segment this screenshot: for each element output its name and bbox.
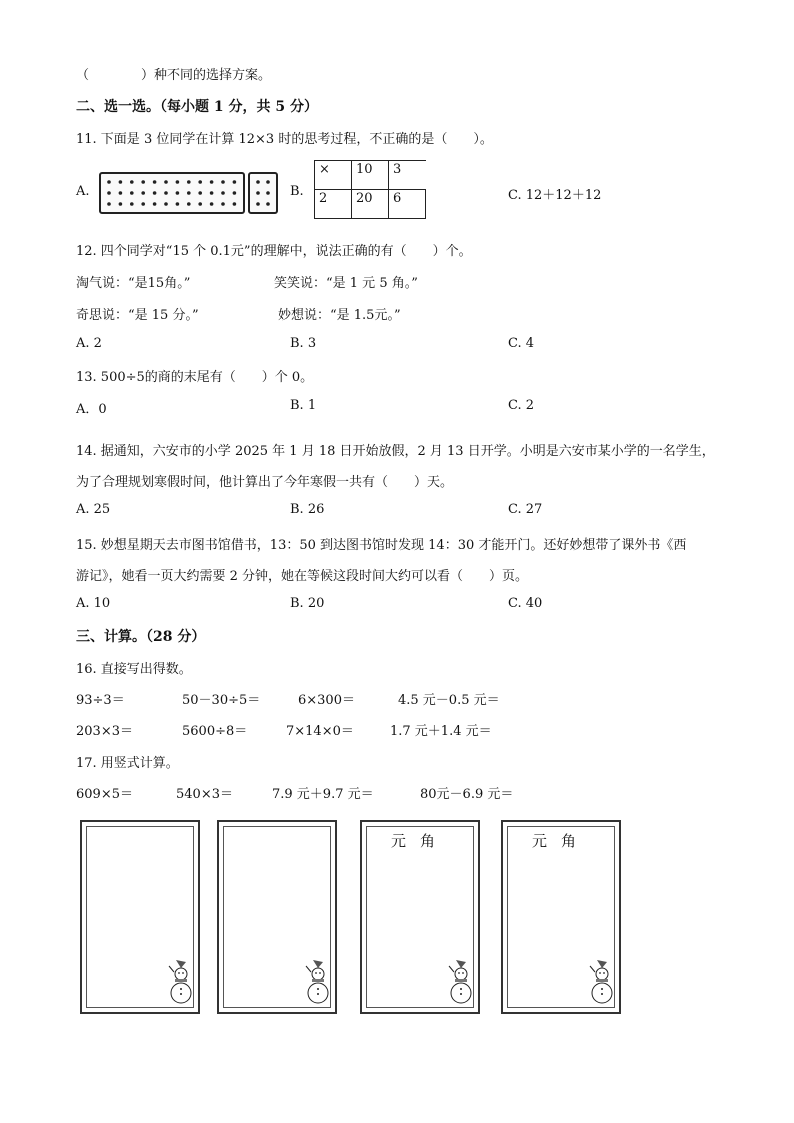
dot	[164, 202, 168, 206]
q14-line-1: 14. 据通知，六安市的小学 2025 年 1 月 18 日开始放假，2 月 13 日开学。小明是六安市某小学的一名学生，	[76, 444, 715, 459]
dot-array-12	[99, 172, 245, 214]
q12-statement-qisi: 奇思说：“是 15 分。”	[76, 308, 199, 323]
dot	[164, 191, 168, 195]
dot	[266, 180, 270, 184]
q15-option-b: B. 20	[290, 596, 325, 611]
dot	[221, 202, 225, 206]
q13-stem: 13. 500÷5的商的末尾有（ ）个 0。	[76, 370, 314, 385]
grid-row	[315, 161, 426, 190]
q16-item: 50－30÷5＝	[182, 693, 261, 708]
q17-item: 7.9 元＋9.7 元＝	[272, 787, 374, 802]
dot	[164, 180, 168, 184]
q12-option-c: C. 4	[508, 336, 535, 351]
grid-cell: 10	[352, 161, 389, 190]
q14-option-c: C. 27	[508, 502, 543, 517]
snowman-icon	[446, 958, 476, 1006]
dot	[107, 180, 111, 184]
q11-option-c: C. 12＋12＋12	[508, 188, 602, 203]
q15-line-2: 游记》，她看一页大约需要 2 分钟，她在等候这段时间大约可以看（ ）页。	[76, 569, 529, 584]
dot	[130, 191, 134, 195]
q14-line-2: 为了合理规划寒假时间，他计算出了今年寒假一共有（ ）天。	[76, 475, 454, 490]
q14-option-b: B. 26	[290, 502, 325, 517]
answer-frame[interactable]	[80, 820, 200, 1014]
grid-cell: 20	[352, 190, 389, 219]
dot	[233, 180, 237, 184]
grid-row	[315, 190, 426, 219]
q16-stem: 16. 直接写出得数。	[76, 662, 192, 677]
q16-item: 203×3＝	[76, 724, 133, 739]
yuan-jiao-header: 元角	[390, 832, 449, 850]
section-3-title: 三、计算。（28 分）	[76, 629, 206, 645]
answer-frame[interactable]	[217, 820, 337, 1014]
section-2-title: 二、选一选。（每小题 1 分，共 5 分）	[76, 99, 318, 115]
dot	[198, 180, 202, 184]
q17-item: 80元－6.9 元＝	[420, 787, 514, 802]
dot	[130, 180, 134, 184]
dot	[176, 191, 180, 195]
yuan-jiao-header: 元角	[531, 832, 590, 850]
q12-option-b: B. 3	[290, 336, 317, 351]
q12-option-a: A. 2	[76, 336, 102, 351]
answer-frame-with-header[interactable]	[501, 820, 621, 1014]
q17-item: 540×3＝	[176, 787, 233, 802]
q13-option-c: C. 2	[508, 398, 535, 413]
dot	[198, 202, 202, 206]
dot	[119, 191, 123, 195]
prev-question-tail: （ ）种不同的选择方案。	[76, 68, 272, 83]
answer-frame-with-header[interactable]	[360, 820, 480, 1014]
q17-item: 609×5＝	[76, 787, 133, 802]
dot	[233, 191, 237, 195]
dot	[256, 191, 260, 195]
q16-item: 1.7 元＋1.4 元＝	[390, 724, 492, 739]
q15-line-1: 15. 妙想星期天去市图书馆借书，13：50 到达图书馆时发现 14：30 才能开门。还好妙想带了课外书《西	[76, 538, 687, 553]
q16-item: 93÷3＝	[76, 693, 125, 708]
snowman-icon	[166, 958, 196, 1006]
dot	[187, 180, 191, 184]
dot	[266, 191, 270, 195]
dot	[141, 191, 145, 195]
dot	[141, 202, 145, 206]
dot	[176, 202, 180, 206]
q12-statement-miaoxiang: 妙想说：“是 1.5元。”	[278, 308, 401, 323]
grid-cell: 6	[389, 190, 426, 219]
dot-array-2-graphic	[250, 174, 276, 212]
q12-statement-xiaoxiao: 笑笑说：“是 1 元 5 角。”	[274, 276, 418, 291]
q15-option-a: A. 10	[76, 596, 111, 611]
dot	[266, 202, 270, 206]
q12-statement-taoqi: 淘气说：“是15角。”	[76, 276, 191, 291]
q16-item: 6×300＝	[298, 693, 355, 708]
dot	[107, 191, 111, 195]
dot	[187, 202, 191, 206]
q11-stem: 11. 下面是 3 位同学在计算 12×3 时的思考过程，不正确的是（ ）。	[76, 132, 493, 147]
dot	[141, 180, 145, 184]
q12-stem: 12. 四个同学对“15 个 0.1元”的理解中，说法正确的有（ ）个。	[76, 244, 472, 259]
grid-cell: ×	[315, 161, 352, 190]
q14-option-a: A. 25	[76, 502, 111, 517]
q11-option-b-label: B.	[290, 184, 304, 199]
grid-cell: 2	[315, 190, 352, 219]
q13-option-a: A．0	[76, 402, 107, 417]
grid-cell: 3	[389, 161, 426, 190]
dot	[256, 180, 260, 184]
q11-option-a-label: A.	[76, 184, 90, 199]
q16-item: 4.5 元－0.5 元＝	[398, 693, 500, 708]
dot	[233, 202, 237, 206]
dot	[210, 191, 214, 195]
dot	[221, 180, 225, 184]
dot	[176, 180, 180, 184]
q13-option-b: B. 1	[290, 398, 317, 413]
dot-array-12-graphic	[101, 174, 243, 212]
dot	[198, 191, 202, 195]
snowman-icon	[587, 958, 617, 1006]
q15-option-c: C. 40	[508, 596, 543, 611]
q16-item: 7×14×0＝	[286, 724, 354, 739]
q16-item: 5600÷8＝	[182, 724, 248, 739]
snowman-icon	[303, 958, 333, 1006]
dot	[153, 202, 157, 206]
dot	[210, 180, 214, 184]
dot	[221, 191, 225, 195]
dot	[256, 202, 260, 206]
dot	[130, 202, 134, 206]
q17-stem: 17. 用竖式计算。	[76, 756, 179, 771]
dot	[153, 191, 157, 195]
dot	[107, 202, 111, 206]
dot	[153, 180, 157, 184]
dot	[119, 180, 123, 184]
dot	[119, 202, 123, 206]
dot	[210, 202, 214, 206]
multiplication-grid	[314, 160, 426, 219]
dot	[187, 191, 191, 195]
dot-array-2	[248, 172, 278, 214]
